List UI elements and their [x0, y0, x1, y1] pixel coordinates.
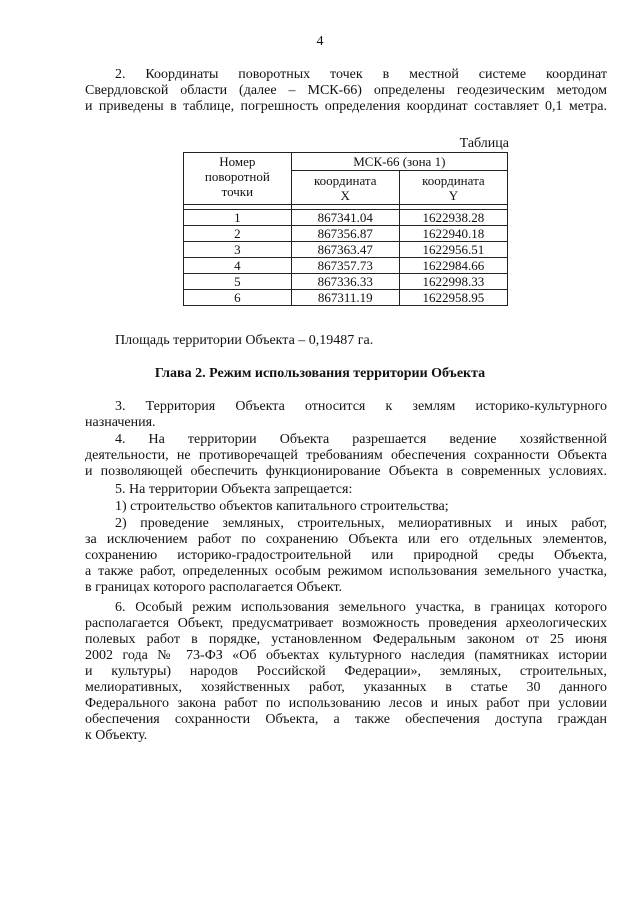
y-cell: 1622984.66	[399, 258, 507, 274]
paragraph-line: сохранению историко-градостроительной или природной среды Объекта,	[85, 548, 607, 563]
paragraph-line: полевых работ в порядке, установленном Федеральным законом от 25 июня	[85, 632, 607, 647]
page-number: 4	[316, 34, 324, 49]
y-cell: 1622958.95	[399, 290, 507, 306]
paragraph-line: 3. Территория Объекта относится к землям историко-культурного	[115, 399, 607, 414]
paragraph-line: 4. На территории Объекта разрешается ведение хозяйственной	[115, 432, 607, 447]
table-row	[184, 274, 508, 290]
paragraph-line: 2002 года № 73-ФЗ «Об объектах культурного наследия (памятниках истории	[85, 648, 607, 663]
paragraph-5-item-1	[85, 499, 607, 515]
y-cell: 1622956.51	[399, 242, 507, 258]
paragraph-line: и приведены в таблице, погрешность определения координат составляет 0,1 метра.	[85, 99, 607, 114]
paragraph-line: к Объекту.	[85, 728, 148, 743]
table-row	[184, 290, 508, 306]
header-y-label: координата Y	[422, 172, 485, 203]
x-cell: 867356.87	[291, 226, 399, 242]
point-number-cell: 2	[184, 226, 292, 242]
point-number-cell: 4	[184, 258, 292, 274]
x-cell: 867357.73	[291, 258, 399, 274]
x-cell: 867311.19	[291, 290, 399, 306]
paragraph-line: мелиоративных, хозяйственных работ, указанных в статье 30 данного	[85, 680, 607, 695]
point-number-cell: 5	[184, 274, 292, 290]
table-caption: Таблица	[459, 136, 509, 151]
header-point-number	[184, 153, 292, 205]
header-x-label: координата X	[313, 172, 377, 203]
table-row	[184, 210, 508, 226]
paragraph-line: и позволяющей обеспечить функционирование Объекта в современных условиях.	[85, 464, 607, 479]
paragraph-line: в границах которого располагается Объект.	[85, 580, 343, 595]
x-cell: 867336.33	[291, 274, 399, 290]
paragraph-line: 1) строительство объектов капитального строительства;	[115, 499, 449, 514]
paragraph-line: и культуры) народов Российской Федерации», земляных, строительных,	[85, 664, 607, 679]
paragraph-line: а также работ, определенных особым режимом использования земельного участка,	[85, 564, 607, 579]
paragraph-4	[85, 432, 607, 480]
x-cell: 867363.47	[291, 242, 399, 258]
table-row	[184, 226, 508, 242]
paragraph-line: 2. Координаты поворотных точек в местной системе координат	[115, 67, 607, 82]
table-row	[184, 242, 508, 258]
point-number-cell: 3	[184, 242, 292, 258]
paragraph-line: Свердловской области (далее – МСК-66) определены геодезическим методом	[85, 83, 607, 98]
paragraph-2	[85, 67, 607, 115]
area-statement: Площадь территории Объекта – 0,19487 га.	[115, 333, 374, 348]
x-cell: 867341.04	[291, 210, 399, 226]
header-x	[291, 171, 399, 205]
paragraph-3	[85, 399, 607, 431]
paragraph-5-item-2	[85, 516, 607, 596]
y-cell: 1622940.18	[399, 226, 507, 242]
paragraph-6	[85, 600, 607, 744]
paragraph-line: 5. На территории Объекта запрещается:	[115, 482, 353, 497]
point-number-cell: 6	[184, 290, 292, 306]
y-cell: 1622938.28	[399, 210, 507, 226]
paragraph-line: обеспечения сохранности Объекта, а также обеспечения доступа граждан	[85, 712, 607, 727]
table-row	[184, 258, 508, 274]
paragraph-line: располагается Объект, предусматривает возможность проведения археологических	[85, 616, 607, 631]
coordinates-table	[183, 152, 508, 306]
paragraph-line: 6. Особый режим использования земельного участка, в границах которого	[115, 600, 607, 615]
paragraph-5	[85, 482, 607, 498]
point-number-cell: 1	[184, 210, 292, 226]
paragraph-line: назначения.	[85, 415, 156, 430]
header-coordinate-system: МСК-66 (зона 1)	[291, 153, 507, 171]
header-point-number-label: Номер поворотной точки	[204, 154, 270, 199]
y-cell: 1622998.33	[399, 274, 507, 290]
paragraph-line: Федерального закона работ по использованию лесов и иных работ при условии	[85, 696, 607, 711]
paragraph-line: за исключением работ по сохранению Объекта или его отдельных элементов,	[85, 532, 607, 547]
header-y	[399, 171, 507, 205]
paragraph-line: деятельности, не противоречащей требованиям обеспечения сохранности Объекта	[85, 448, 607, 463]
chapter-heading: Глава 2. Режим использования территории Объекта	[154, 366, 486, 381]
paragraph-line: 2) проведение земляных, строительных, мелиоративных и иных работ,	[115, 516, 607, 531]
